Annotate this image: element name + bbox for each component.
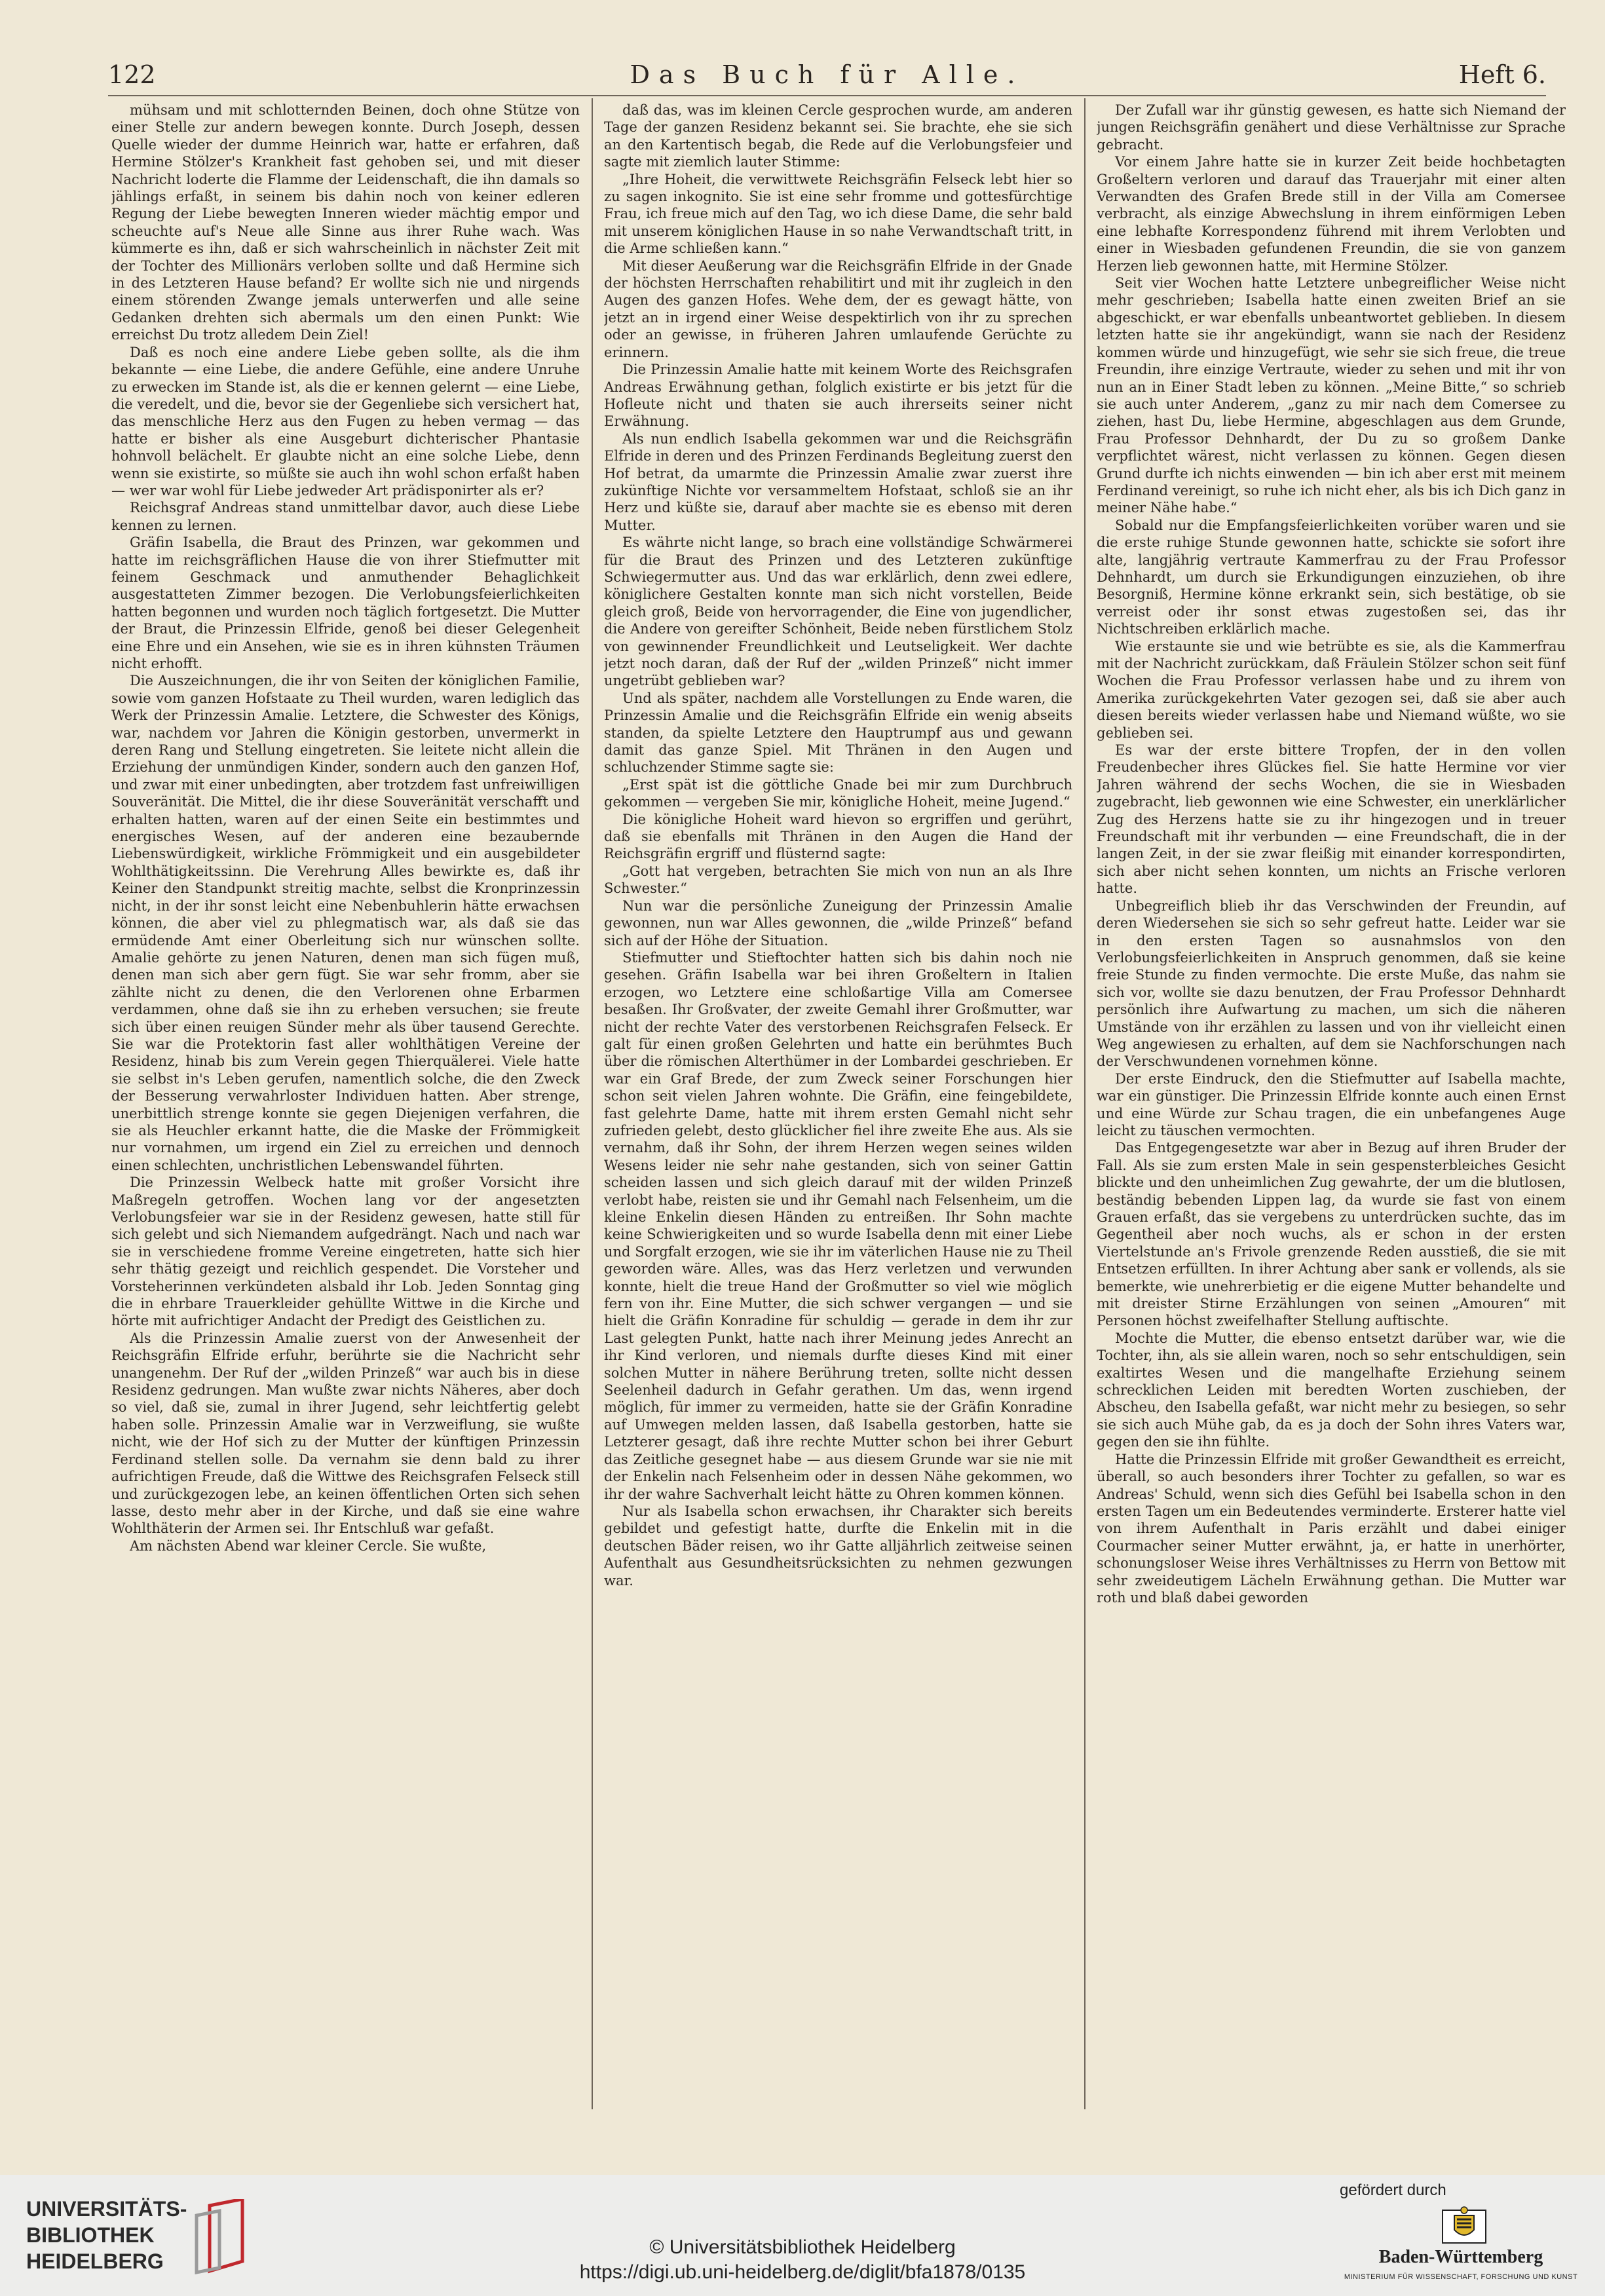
- paragraph: „Gott hat vergeben, betrachten Sie mich von nun an als Ihre Schwester.“: [604, 863, 1072, 897]
- magazine-title: Das Buch für Alle.: [630, 60, 1025, 89]
- page-number: 122: [108, 60, 156, 89]
- paragraph: Und als später, nachdem alle Vorstellungen zu Ende waren, die Prinzessin Amalie und die Reichsgräfin Elfride ein wenig abseits standen, da spielte Letztere den Hauptrumpf aus und gewann damit das ganze Spiel. Mit Thränen in den Augen und schluchzender Stimme sagte sie:: [604, 690, 1072, 776]
- funder-logo: [1340, 2181, 1582, 2293]
- funded-by-label: gefördert durch: [1340, 2181, 1446, 2199]
- paragraph: Die königliche Hoheit ward hievon so ergriffen und gerührt, daß sie ebenfalls mit Thränen in den Augen die Hand der Reichsgräfin ergriff und flüsternd sagte:: [604, 811, 1072, 862]
- paragraph: mühsam und mit schlotternden Beinen, doch ohne Stütze von einer Stelle zur andern bewegen konnte. Durch Joseph, dessen Quelle wieder der dumme Heinrich war, hatte er erfahren, daß Hermine Stölzer's Krankheit fast gehoben sei, und mit dieser Nachricht loderte die Flamme der Leidenschaft, die ihn damals so jählings erfaßt, in seinem bis dahin noch von keiner edleren Regung der Liebe bewegten Inneren wieder mächtig empor und scheuchte auf's Neue alle Sinne aus ihrer Ruhe wach. Was kümmerte es ihn, daß er sich wahrscheinlich in nächster Zeit mit der Tochter des Millionärs verloben sollte und daß Hermine sich in des Letzteren Hause befand? Er wollte sich nie und nirgends einem störenden Zwange jemals unterwerfen und alle seine Gedanken drehten sich abermals um den einen Punkt: Wie erreichst Du trotz alledem Dein Ziel!: [111, 102, 580, 343]
- paragraph: Stiefmutter und Stieftochter hatten sich bis dahin noch nie gesehen. Gräfin Isabella war bei ihren Großeltern in Italien erzogen, wo Letztere eine schloßartige Villa am Comersee besaßen. Ihr Großvater, der zweite Gemahl ihrer Großmutter, war nicht der rechte Vater des verstorbenen Reichsgrafen Felseck. Er galt für einen großen Gelehrten und hatte ein berühmtes Buch über die römischen Alterthümer in der Lombardei geschrieben. Er war ein Graf Brede, der zum Zweck seiner Forschungen hier schon seit vielen Jahren wohnte. Die Gräfin, eine feingebildete, fast gelehrte Dame, hatte mit ihrem ersten Gemahl nicht sehr zufrieden gelebt, desto glücklicher fiel ihre zweite Ehe aus. Als sie vernahm, daß ihr Sohn, der ihrem Herzen wegen seines wilden Wesens leider nie sehr nahe gestanden, sich von seiner Gattin scheiden lassen und sich gleich darauf mit der wilden Prinzeß verlobt habe, reisten sie und ihr Gemahl nach Felsenheim, um die kleine Enkelin diesen Händen zu entreißen. Ihr Sohn machte keine Schwierigkeiten und so wurde Isabella denn mit einer Liebe und Sorgfalt erzogen, wie sie ihr im väterlichen Hause nie zu Theil geworden wäre. Alles, was das Herz verletzen und verwunden konnte, hielt die treue Hand der Großmutter so viel wie möglich fern von ihr. Eine Mutter, die sich schwer vergangen — und sie hielt die Gräfin Konradine für schuldig — gerade in dem ihr zur Last gelegten Punkt, hatte nach ihrer Meinung jedes Anrecht an ihr Kind verloren, und niemals durfte dieses Kind mit einer solchen Mutter in nähere Berührung treten, sollte nicht dessen Seelenheil dadurch in Gefahr gerathen. Um das, wenn irgend möglich, für immer zu vermeiden, hatte sie der Gräfin Konradine auf Umwegen melden lassen, daß Isabella gestorben, hatte sie Letzterer gesagt, daß ihre rechte Mutter schon bei ihrer Geburt das Zeitliche gesegnet habe — aus diesem Grunde war sie nie mit der Enkelin nach Felsenheim oder in dessen Nähe gekommen, wo ihr der wahre Sachverhalt leicht hätte zu Ohren kommen können.: [604, 949, 1072, 1502]
- paragraph: Wie erstaunte sie und wie betrübte es sie, als die Kammerfrau mit der Nachricht zurückkam, daß Fräulein Stölzer schon seit fünf Wochen die Frau Professor verlassen habe und zu ihrem von Amerika zurückgekehrten Vater gezogen sei, daß sie aber auch diesen bereits wieder verlassen habe und Niemand wüßte, wo sie geblieben sei.: [1097, 638, 1566, 741]
- copyright-text: © Universitätsbibliothek Heidelberg: [649, 2236, 956, 2258]
- coat-of-arms-icon: [1441, 2206, 1487, 2244]
- text-column-3: [1097, 102, 1566, 2106]
- paragraph: Als nun endlich Isabella gekommen war und die Reichsgräfin Elfride in deren und des Prinzen Ferdinands Begleitung zuerst den Hof betrat, da umarmte die Prinzessin Amalie zwar zuerst ihre zukünftige Nichte vor versammeltem Hofstaat, schloß sie an ihr Herz und küßte sie, darauf aber machte sie es ebenso mit deren Mutter.: [604, 430, 1072, 533]
- paragraph: Es währte nicht lange, so brach eine vollständige Schwärmerei für die Braut des Prinzen und des Letzteren zukünftige Schwiegermutter aus. Und das war erklärlich, denn zwei edlere, königlichere Gestalten konnte man sich nicht vorstellen, Beide gleich groß, Beide von hervorragender, die Eine von jugendlicher, die Andere von gereifter Schönheit, Beide neben fürstlichem Stolz von gewinnender Freundlichkeit und Leutseligkeit. Wer dachte jetzt noch daran, daß der Ruf der „wilden Prinzeß“ nicht immer ungetrübt geblieben war?: [604, 535, 1072, 689]
- permalink[interactable]: https://digi.ub.uni-heidelberg.de/diglit/bfa1878/0135: [579, 2261, 1026, 2283]
- paragraph: Vor einem Jahre hatte sie in kurzer Zeit beide hochbetagten Großeltern verloren und darauf das Trauerjahr mit einer alten Verwandten des Grafen Brede still in der Villa am Comersee verbracht, als einzige Abwechslung in ihrem einförmigen Leben eine lebhafte Korrespondenz führend mit ihrem Verlobten und einer in Wiesbaden gefundenen Freundin, die sie von ganzem Herzen lieb gewonnen hatte, mit Hermine Stölzer.: [1097, 154, 1566, 274]
- paragraph: Der Zufall war ihr günstig gewesen, es hatte sich Niemand der jungen Reichsgräfin genähert und diese Verhältnisse zur Sprache gebracht.: [1097, 102, 1566, 153]
- text-column-2: [604, 102, 1072, 2106]
- text-column-1: [111, 102, 580, 2106]
- paragraph: Die Auszeichnungen, die ihr von Seiten der königlichen Familie, sowie vom ganzen Hofstaate zu Theil wurden, waren lediglich das Werk der Prinzessin Amalie. Letztere, die Schwester des Königs, war, nachdem vor Jahren die Königin gestorben, unvermerkt in deren Rang und Stellung eingetreten. Sie leitete nicht allein die Erziehung der unmündigen Kinder, sondern auch den ganzen Hof, und zwar mit einer unbedingten, aber trotzdem fast unfreiwilligen Souveränität. Die Mittel, die ihr diese Souveränität verschafft und erhalten hatten, waren auf der einen Seite ein bestimmtes und energisches Wesen, auf der anderen eine bezaubernde Liebenswürdigkeit, wirkliche Frömmigkeit und ein ausgebildeter Wohlthätigkeitssinn. Die Verehrung Alles bewirkte es, daß ihr Keiner den Standpunkt streitig machte, selbst die Kronprinzessin nicht, in der ihr sonst leicht eine Nebenbuhlerin hätte erwachsen können, die aber viel zu phlegmatisch war, als daß sie das ermüdende Amt einer Oberleitung sich nur wünschen sollte. Amalie gehörte zu jenen Naturen, denen man sich fügen muß, denen man sich aber gern fügt. Sie war sehr fromm, aber sie zählte nicht zu denen, die den Verlorenen ohne Erbarmen verdammen, ohne daß sie ihn zu erheben versuchen; sie freute sich über einen reuigen Sünder mehr als über tausend Gerechte. Sie war die Protektorin fast aller wohlthätigen Vereine der Residenz, hinab bis zum Verein gegen Thierquälerei. Viele hatte sie selbst in's Leben gerufen, namentlich solche, die den Zweck der Besserung verwahrloster Individuen hatten. Aber strenge, unerbittlich strenge konnte sie gegen Diejenigen verfahren, die sie als Heuchler erkannt hatte, die die Maske der Frömmigkeit nur vornahmen, um irgend ein Ziel zu erreichen und dennoch einen schlechten, unchristlichen Lebenswandel führten.: [111, 673, 580, 1173]
- paragraph: Nur als Isabella schon erwachsen, ihr Charakter sich bereits gebildet und gefestigt hatte, durfte die Enkelin mit in die deutschen Bäder reisen, wo ihr Gatte alljährlich zeitweise seinen Aufenthalt aus Gesundheitsrücksichten zu nehmen gezwungen war.: [604, 1503, 1072, 1589]
- paragraph: Sobald nur die Empfangsfeierlichkeiten vorüber waren und sie die erste ruhige Stunde gewonnen hatte, schickte sie sofort ihre alte, langjährig vertraute Kammerfrau zu der Frau Professor Dehnhardt, um durch sie Erkundigungen einzuziehen, ob ihre Besorgniß, Hermine könne erkrankt sein, sich bestätige, ob sie verreist oder ihr sonst etwas zugestoßen sei, das ihr Nichtschreiben erklärlich mache.: [1097, 517, 1566, 637]
- paragraph: Der erste Eindruck, den die Stiefmutter auf Isabella machte, war ein günstiger. Die Prinzessin Elfride konnte auch einen Ernst und eine Würde zur Schau tragen, die ein unbefangenes Auge leicht zu täuschen vermochten.: [1097, 1070, 1566, 1139]
- paragraph: Reichsgraf Andreas stand unmittelbar davor, auch diese Liebe kennen zu lernen.: [111, 500, 580, 533]
- issue-label: Heft 6.: [1458, 60, 1546, 89]
- paragraph: Mit dieser Aeußerung war die Reichsgräfin Elfride in der Gnade der höchsten Herrschaften rehabilitirt und mit ihr zugleich in den Augen des ganzen Hofes. Wehe dem, der es gewagt hätte, von jetzt an in irgend einer Weise despektirlich von ihr zu sprechen oder an gewisse, in früheren Jahren umlaufende Gerüchte zu erinnern.: [604, 257, 1072, 360]
- paragraph: Gräfin Isabella, die Braut des Prinzen, war gekommen und hatte im reichsgräflichen Hause die von ihrer Stiefmutter mit feinem Geschmack und anmuthender Behaglichkeit ausgestatteten Zimmer bezogen. Die Verlobungsfeierlichkeiten hatten begonnen und wurden noch täglich fortgesetzt. Die Mutter der Braut, die Prinzessin Elfride, genoß bei dieser Gelegenheit eine Ehre und ein Ansehen, wie sie es in ihren kühnsten Träumen nicht erhofft.: [111, 535, 580, 671]
- column-divider: [1084, 98, 1086, 2109]
- column-divider: [592, 98, 593, 2109]
- paragraph: Die Prinzessin Amalie hatte mit keinem Worte des Reichsgrafen Andreas Erwähnung gethan, folglich existirte er bis jetzt für die Hofleute nicht und thaten sie auch ihrerseits seiner nicht Erwähnung.: [604, 362, 1072, 430]
- paragraph: „Erst spät ist die göttliche Gnade bei mir zum Durchbruch gekommen — vergeben Sie mir, königliche Hoheit, meine Jugend.“: [604, 776, 1072, 810]
- library-name: UNIVERSITÄTS- BIBLIOTHEK HEIDELBERG: [26, 2197, 187, 2273]
- paragraph: Nun war die persönliche Zuneigung der Prinzessin Amalie gewonnen, nun war Alles gewonnen, die „wilde Prinzeß“ befand sich auf der Höhe der Situation.: [604, 897, 1072, 949]
- paragraph: Daß es noch eine andere Liebe geben sollte, als die ihm bekannte — eine Liebe, die andere Gefühle, eine andere Unruhe zu erwecken im Stande ist, als die er kennen gelernt — eine Liebe, die veredelt, und die, bevor sie der Gegenliebe sich versichert hat, das menschliche Herz aus den Fugen zu heben vermag — das hatte er bisher als eine Ausgeburt dichterischer Phantasie hohnvoll belächelt. Er glaubte nicht an eine solche Liebe, denn wenn sie existirte, so müßte sie auch ihn wohl schon erfaßt haben — wer war wohl für Liebe jedweder Art prädisponirter als er?: [111, 344, 580, 499]
- paragraph: Als die Prinzessin Amalie zuerst von der Anwesenheit der Reichsgräfin Elfride erfuhr, berührte sie die Nachricht sehr unangenehm. Der Ruf der „wilden Prinzeß“ war auch bis in diese Residenz gedrungen. Man wußte zwar nichts Näheres, aber doch so viel, daß sie, zumal in ihrer Jugend, sehr leichtfertig gelebt haben solle. Prinzessin Amalie war in Verzweiflung, sie wußte nicht, wie der Hof sich zu der Mutter der künftigen Prinzessin Ferdinand stellen solle. Da vernahm sie denn bald zu ihrer aufrichtigen Freude, daß die Wittwe des Reichsgrafen Felseck still und zurückgezogen lebe, an keinen öffentlichen Orten sich sehen lasse, desto mehr aber in der Kirche, und daß sie eine wahre Wohlthäterin der Armen sei. Ihr Entschluß war gefaßt.: [111, 1330, 580, 1537]
- paragraph: „Ihre Hoheit, die verwittwete Reichsgräfin Felseck lebt hier so zu sagen inkognito. Sie ist eine sehr fromme und gottesfürchtige Frau, ich freue mich auf den Tag, wo ich diese Dame, die sehr bald mit unserem königlichen Hause in so nahe Verwandtschaft tritt, in die Arme schließen kann.“: [604, 171, 1072, 257]
- paragraph: Mochte die Mutter, die ebenso entsetzt darüber war, wie die Tochter, ihn, als sie allein waren, noch so sehr entschuldigen, sein exaltirtes Wesen und die mangelhafte Erziehung seinem schrecklichen Leiden mit beredten Worten zuschieben, der Abscheu, den Isabella gefaßt, war nicht mehr zu besiegen, so sehr sie sich auch Mühe gab, da es ja doch der Sohn ihres Vaters war, gegen den sie ihn fühlte.: [1097, 1330, 1566, 1450]
- funder-name: Baden-Württemberg: [1378, 2247, 1543, 2267]
- paragraph: Unbegreiflich blieb ihr das Verschwinden der Freundin, auf deren Wiedersehen sie sich so sehr gefreut hatte. Leider war sie in den ersten Tagen so ausnahmslos von den Verlobungsfeierlichkeiten in Anspruch genommen, daß sie keine freie Stunde zu finden vermochte. Die erste Muße, das nahm sie sich vor, wollte sie dazu benutzen, der Frau Professor Dehnhardt persönlich ihre Aufwartung zu machen, um sich die näheren Umstände von ihr erzählen zu lassen und von ihr vielleicht einen Weg angewiesen zu erhalten, auf dem sie Nachforschungen nach der Verschwundenen vornehmen könne.: [1097, 897, 1566, 1070]
- paragraph: Seit vier Wochen hatte Letztere unbegreiflicher Weise nicht mehr geschrieben; Isabella hatte einen zweiten Brief an sie abgeschickt, er war ebenfalls unbeantwortet geblieben. In diesem letzten hatte sie ihr angekündigt, wann sie nach der Residenz kommen würde und hinzugefügt, wie sehr sie sich freue, die treue Freundin, ihre einzige Vertraute, wieder zu sehen und mit ihr von nun an in Einer Stadt leben zu können. „Meine Bitte,“ so schrieb sie auch unter Anderem, „ganz zu mir nach dem Comersee zu ziehen, hast Du, liebe Hermine, abgeschlagen aus dem Grunde, Frau Professor Dehnhardt, der Du zu so großem Danke verpflichtet wärest, nicht verlassen zu können. Gegen diesen Grund durfte ich nichts einwenden — bin ich aber erst mit meinem Ferdinand vereinigt, so ruhe ich nicht eher, als bis ich Dich ganz in meiner Nähe habe.“: [1097, 275, 1566, 516]
- ministry-name: MINISTERIUM FÜR WISSENSCHAFT, FORSCHUNG UND KUNST: [1344, 2273, 1578, 2281]
- header-rule: [108, 95, 1546, 96]
- page-header: [108, 60, 1546, 100]
- paragraph: Es war der erste bittere Tropfen, der in den vollen Freudenbecher ihres Glückes fiel. Sie hatte Hermine vor vier Jahren während der sechs Wochen, die sie in Wiesbaden zugebracht, lieb gewonnen wie eine Schwester, ein unerklärlicher Zug des Herzens hatte sie zu ihr hingezogen und in treuer Freundschaft mit ihr verbunden — eine Freundschaft, die in der langen Zeit, in der sie zwar fleißig mit einander korrespondirten, sich aber nicht sehen konnten, um nichts an Frische verloren hatte.: [1097, 742, 1566, 897]
- paragraph: Das Entgegengesetzte war aber in Bezug auf ihren Bruder der Fall. Als sie zum ersten Male in sein gespensterbleiches Gesicht blickte und den unheimlichen Zug gewahrte, der um die blutlosen, beständig bebenden Lippen lag, da wurde sie fast von einem Grauen erfaßt, das sie vergebens zu unterdrücken suchte, das im Gegentheil aber noch wuchs, als er schon in der ersten Viertelstunde an's Frivole grenzende Reden ausstieß, die sie mit Entsetzen erfüllten. In ihrer Achtung aber sank er vollends, als sie bemerkte, wie unehrerbietig er die eigene Mutter behandelte und mit dreister Stirne Erzählungen von seinen „Amouren“ mit Personen höchst zweifelhafter Stellung auftischte.: [1097, 1140, 1566, 1329]
- paragraph: Am nächsten Abend war kleiner Cercle. Sie wußte,: [130, 1537, 487, 1554]
- paragraph: daß das, was im kleinen Cercle gesprochen wurde, am anderen Tage der ganzen Residenz bekannt sei. Sie brachte, ehe sie sich an den Kartentisch begab, die Rede auf die Verlobungsfeier und sagte mit ziemlich lauter Stimme:: [604, 102, 1072, 170]
- paragraph: Die Prinzessin Welbeck hatte mit großer Vorsicht ihre Maßregeln getroffen. Wochen lang vor der angesetzten Verlobungsfeier war sie in der Residenz gewesen, hatte still für sich gelebt und sich Niemandem aufgedrängt. Nach und nach war sie in verschiedene fromme Vereine eingetreten, hatte sich hier sehr thätig gezeigt und reichlich gespendet. Die Vorsteher und Vorsteherinnen verkündeten alsbald ihr Lob. Jeden Sonntag ging die in ehrbare Trauerkleider gehüllte Wittwe in die Kirche und hörte mit aufrichtiger Andacht der Predigt des Geistlichen zu.: [111, 1175, 580, 1329]
- paragraph: Hatte die Prinzessin Elfride mit großer Gewandtheit es erreicht, überall, so auch besonders ihrer Tochter zu gefallen, so war es Andreas' Schuld, wenn sich dies Gefühl bei Isabella schon in den ersten Tagen um ein Bedeutendes verminderte. Ersterer hatte viel von ihrem Aufenthalt in Paris erzählt und dabei einiger Courmacher seiner Mutter erwähnt, ja, er hatte in unerhörter, schonungsloser Weise ihres Verhältnisses zu Herrn von Bettow mit sehr zweideutigem Lächeln Erwähnung gethan. Die Mutter war roth und blaß dabei geworden: [1097, 1451, 1566, 1606]
